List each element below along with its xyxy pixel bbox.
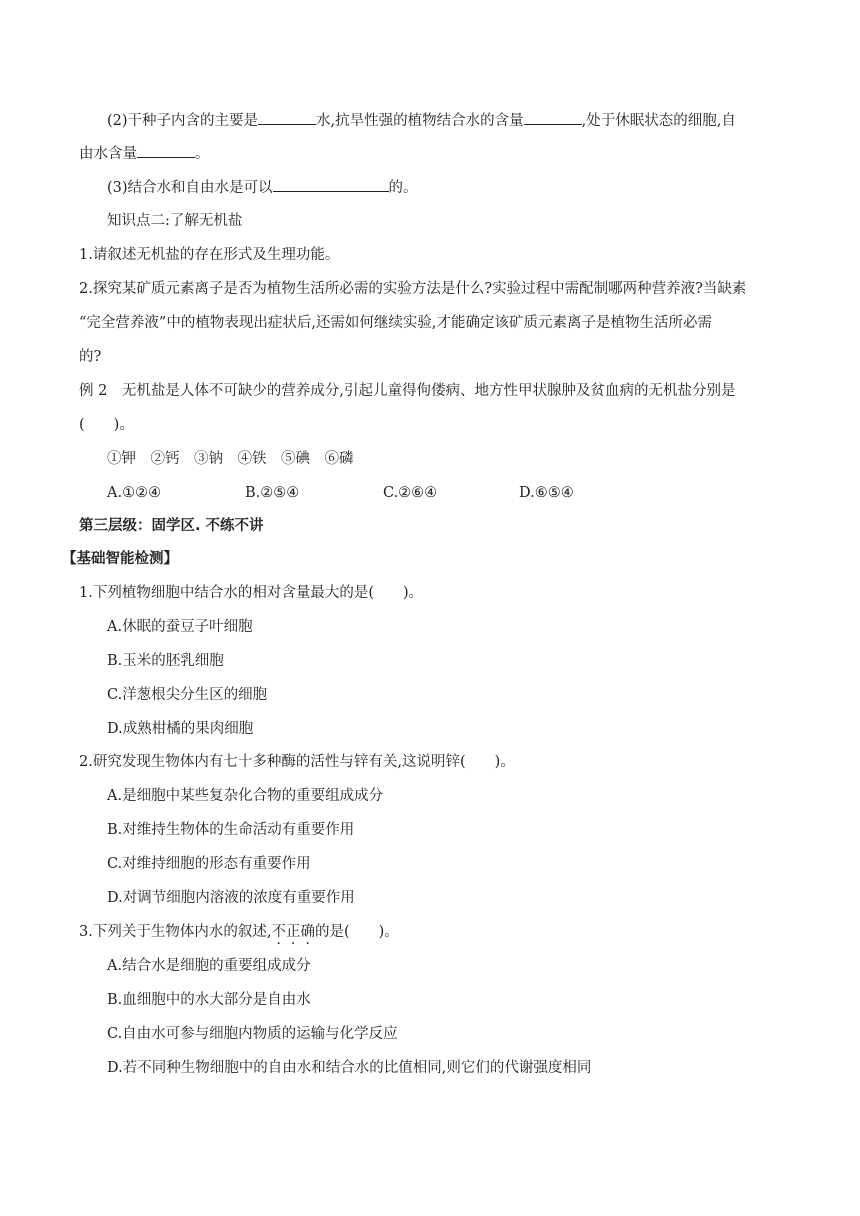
test-question-2-option-d[interactable]: D.对调节细胞内溶液的浓度有重要作用 [107,890,355,906]
emphasis-char: 正 [285,924,301,940]
example-2-line-1: 例 2 无机盐是人体不可缺少的营养成分,引起儿童得佝偻病、地方性甲状腺肿及贫血病的无机盐分别是 [79,383,736,399]
knowledge-point-2-title: 知识点二:了解无机盐 [107,213,243,229]
test-question-3-option-a[interactable]: A.结合水是细胞的重要组成成分 [107,958,311,974]
test-question-1-stem: 1.下列植物细胞中结合水的相对含量最大的是( )。 [79,585,424,601]
answer-blank[interactable] [137,143,195,158]
test-question-2-option-c[interactable]: C.对维持细胞的形态有重要作用 [107,856,311,872]
test-question-1-option-d[interactable]: D.成熟柑橘的果肉细胞 [107,721,254,737]
test-question-2-option-b[interactable]: B.对维持生物体的生命活动有重要作用 [107,822,355,838]
option-a[interactable]: A.①②④ [107,485,162,501]
test-question-1-option-c[interactable]: C.洋葱根尖分生区的细胞 [107,687,268,703]
question-2-line-1: (2)干种子内含的主要是 水,抗旱性强的植物结合水的含量 ,处于休眠状态的细胞,自 [107,110,736,131]
test-question-1-option-b[interactable]: B.玉米的胚乳细胞 [107,653,224,669]
option-d[interactable]: D.⑥⑤④ [519,485,574,501]
option-b[interactable]: B.②⑤④ [245,485,300,501]
option-c[interactable]: C.②⑥④ [383,485,438,501]
knowledge-point-2-question-2-line-1: 2.探究某矿质元素离子是否为植物生活所必需的实验方法是什么?实验过程中需配制哪两种营养液?当缺素 [79,281,747,297]
answer-blank[interactable] [258,110,316,125]
example-2-options [107,483,574,503]
knowledge-point-2-question-2-line-2: “完全营养液”中的植物表现出症状后,还需如何继续实验,才能确定该矿质元素离子是植物生活所必需 [79,315,713,331]
answer-blank[interactable] [524,110,582,125]
question-2-line-2: 由水含量 。 [79,143,210,164]
emphasis-char: 不 [271,924,286,940]
test-question-2-option-a[interactable]: A.是细胞中某些复杂化合物的重要组成成分 [107,788,384,804]
example-2-items: ①钾 ②钙 ③钠 ④铁 ⑤碘 ⑥磷 [107,451,354,467]
test-question-3-stem: 3.下列关于生物体内水的叙述,不正确的是( )。 [79,924,399,940]
knowledge-point-2-question-2-line-3: 的? [79,349,102,365]
knowledge-point-2-question-1: 1.请叙述无机盐的存在形式及生理功能。 [79,247,340,263]
test-question-3-option-c[interactable]: C.自由水可参与细胞内物质的运输与化学反应 [107,1026,398,1042]
test-question-3-option-d[interactable]: D.若不同种生物细胞中的自由水和结合水的比值相同,则它们的代谢强度相同 [107,1060,592,1076]
level-3-title: 第三层级：固学区. 不练不讲 [79,518,264,534]
test-question-2-stem: 2.研究发现生物体内有七十多种酶的活性与锌有关,这说明锌( )。 [79,754,515,770]
test-question-3-option-b[interactable]: B.血细胞中的水大部分是自由水 [107,992,311,1008]
question-3-line: (3)结合水和自由水是可以 的。 [107,177,418,198]
emphasis-char: 确 [300,924,315,940]
test-question-1-option-a[interactable]: A.休眠的蚕豆子叶细胞 [107,619,253,635]
basic-check-title: 【基础智能检测】 [62,551,178,567]
example-2-line-2: ( )。 [79,417,134,433]
answer-blank[interactable] [273,177,389,192]
